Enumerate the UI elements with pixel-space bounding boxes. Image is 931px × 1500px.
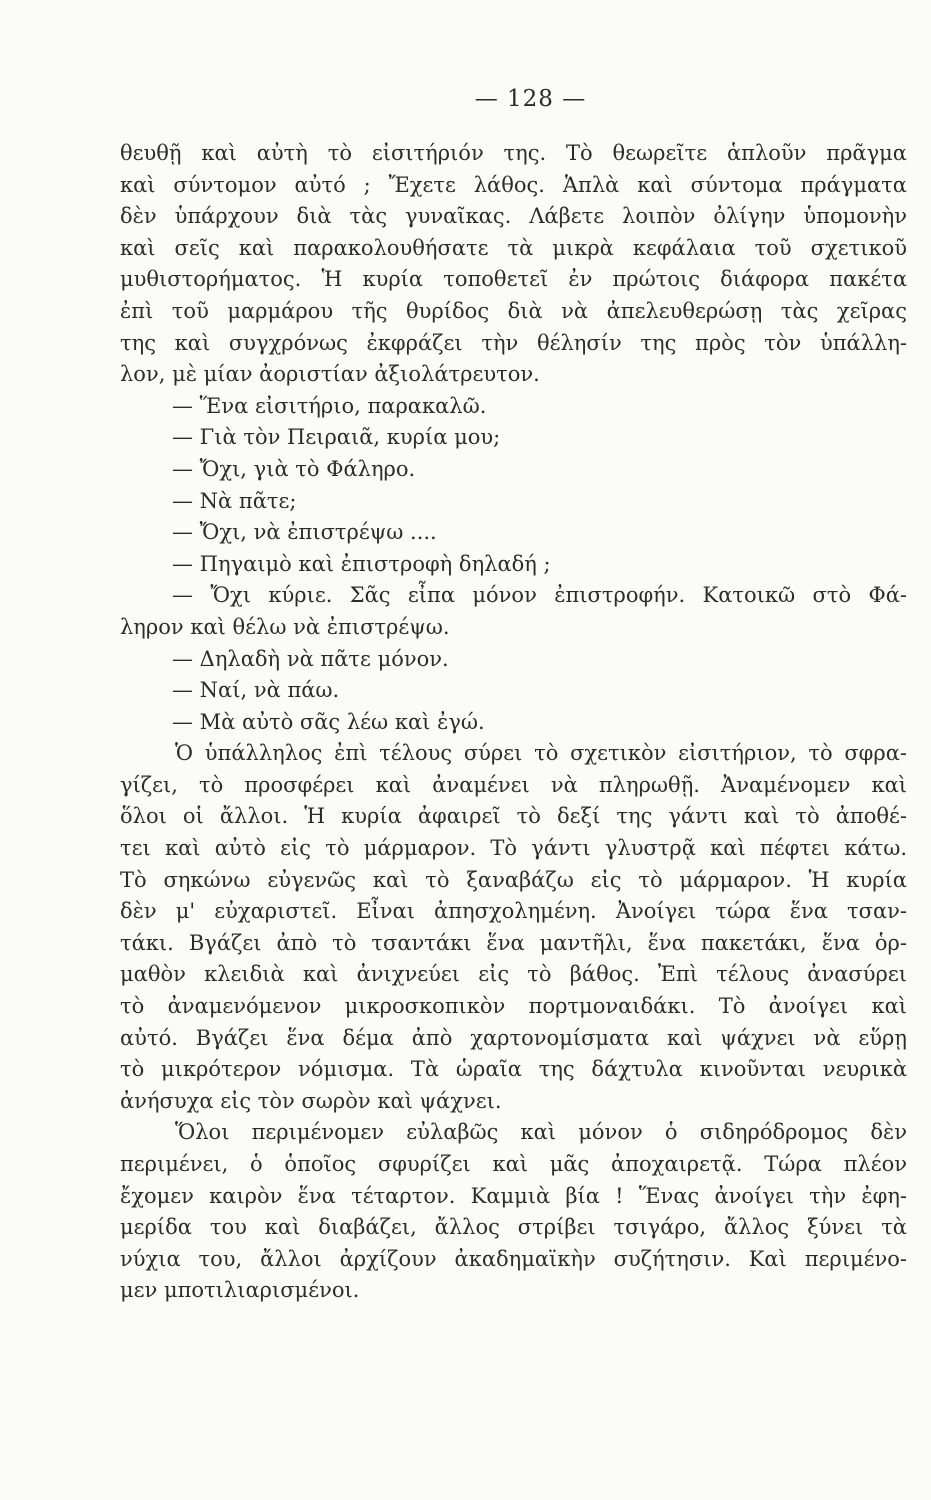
text-line: ὅλοι οἱ ἄλλοι. Ἡ κυρία ἀφαιρεῖ τὸ δεξί της γάντι καὶ τὸ ἀποθέ- <box>120 804 907 829</box>
page-number: — 128 — <box>474 86 587 112</box>
text-line: Τὸ σηκώνω εὐγενῶς καὶ τὸ ξαναβάζω εἰς τὸ μάρμαρον. Ἡ κυρία <box>120 867 907 892</box>
dialogue-line: — Ὄχι, γιὰ τὸ Φάληρο. <box>172 456 416 481</box>
text-line: δὲν ὑπάρχουν διὰ τὰς γυναῖκας. Λάβετε λοιπὸν ὀλίγην ὑπομονὴν <box>120 204 907 229</box>
dialogue-line: — Μὰ αὐτὸ σᾶς λέω καὶ ἐγώ. <box>172 709 485 734</box>
text-line: μαθὸν κλειδιὰ καὶ ἀνιχνεύει εἰς τὸ βάθος. Ἐπὶ τέλους ἀνασύρει <box>120 962 907 987</box>
dialogue-line: — Ναί, νὰ πάω. <box>172 678 340 703</box>
text-line: ληρον καὶ θέλω νὰ ἐπιστρέψω. <box>120 614 450 639</box>
text-line: περιμένει, ὁ ὁποῖος σφυρίζει καὶ μᾶς ἀποχαιρετᾷ. Τώρα πλέον <box>120 1152 907 1176</box>
text-line: μυθιστορήματος. Ἡ κυρία τοποθετεῖ ἐν πρώτοις διάφορα πακέτα <box>120 267 907 292</box>
dialogue-line: — Νὰ πᾶτε; <box>172 488 297 513</box>
text-line: τὸ ἀναμενόμενον μικροσκοπικὸν πορτμοναιδάκι. Τὸ ἀνοίγει καὶ <box>120 994 907 1019</box>
text-line: μεν μποτιλιαρισμένοι. <box>120 1278 360 1303</box>
text-line: νύχια του, ἄλλοι ἀρχίζουν ἀκαδημαϊκὴν συζήτησιν. Καὶ περιμένο- <box>120 1246 907 1271</box>
text-line: ἀνήσυχα εἰς τὸν σωρὸν καὶ ψάχνει. <box>120 1088 502 1113</box>
text-line: Ὅλοι περιμένομεν εὐλαβῶς καὶ μόνον ὁ σιδηρόδρομος δὲν <box>175 1120 907 1145</box>
text-line: της καὶ συγχρόνως ἐκφράζει τὴν θέλησίν της πρὸς τὸν ὑπάλλη- <box>120 330 907 355</box>
text-line: τάκι. Βγάζει ἀπὸ τὸ τσαντάκι ἕνα μαντῆλι, ἕνα πακετάκι, ἕνα ὁρ- <box>120 930 907 955</box>
body-text <box>120 138 907 1307</box>
dialogue-line: — Ἕνα εἰσιτήριο, παρακαλῶ. <box>172 393 487 418</box>
text-line: δὲν μ' εὐχαριστεῖ. Εἶναι ἀπησχολημένη. Ἀνοίγει τώρα ἕνα τσαν- <box>120 899 907 924</box>
text-line: θευθῇ καὶ αὐτὴ τὸ εἰσιτήριόν της. Τὸ θεωρεῖτε ἁπλοῦν πρᾶγμα <box>120 141 907 165</box>
text-line: μερίδα του καὶ διαβάζει, ἄλλος στρίβει τσιγάρο, ἄλλος ξύνει τὰ <box>120 1215 907 1240</box>
text-line: γίζει, τὸ προσφέρει καὶ ἀναμένει νὰ πληρωθῇ. Ἀναμένομεν καὶ <box>120 772 907 797</box>
text-line: Ὁ ὑπάλληλος ἐπὶ τέλους σύρει τὸ σχετικὸν εἰσιτήριον, τὸ σφρα- <box>175 741 907 766</box>
dialogue-line: — Πηγαιμὸ καὶ ἐπιστροφὴ δηλαδή ; <box>172 551 551 576</box>
dialogue-line: — Ὄχι κύριε. Σᾶς εἶπα μόνον ἐπιστροφήν. Κατοικῶ στὸ Φά- <box>172 583 907 608</box>
text-line: καὶ σεῖς καὶ παρακολουθήσατε τὰ μικρὰ κεφάλαια τοῦ σχετικοῦ <box>120 235 907 260</box>
text-line: ἐπὶ τοῦ μαρμάρου τῆς θυρίδος διὰ νὰ ἀπελευθερώσῃ τὰς χεῖρας <box>120 298 907 323</box>
dialogue-line: — Ὄχι, νὰ ἐπιστρέψω .... <box>172 520 437 545</box>
text-line: τει καὶ αὐτὸ εἰς τὸ μάρμαρον. Τὸ γάντι γλυστρᾷ καὶ πέφτει κάτω. <box>120 836 907 861</box>
text-line: ἔχομεν καιρὸν ἕνα τέταρτον. Καμμιὰ βία ! Ἕνας ἀνοίγει τὴν ἐφη- <box>120 1183 907 1208</box>
text-line: αὐτό. Βγάζει ἕνα δέμα ἀπὸ χαρτονομίσματα καὶ ψάχνει νὰ εὕρῃ <box>120 1025 907 1050</box>
text-line: καὶ σύντομον αὐτό ; Ἔχετε λάθος. Ἁπλὰ καὶ σύντομα πράγματα <box>120 172 907 197</box>
dialogue-line: — Γιὰ τὸν Πειραιᾶ, κυρία μου; <box>172 425 501 450</box>
text-line: τὸ μικρότερον νόμισμα. Τὰ ὡραῖα της δάχτυλα κινοῦνται νευρικὰ <box>120 1057 907 1082</box>
text-line: λον, μὲ μίαν ἀοριστίαν ἀξιολάτρευτον. <box>120 362 540 387</box>
dialogue-line: — Δηλαδὴ νὰ πᾶτε μόνον. <box>172 646 449 671</box>
